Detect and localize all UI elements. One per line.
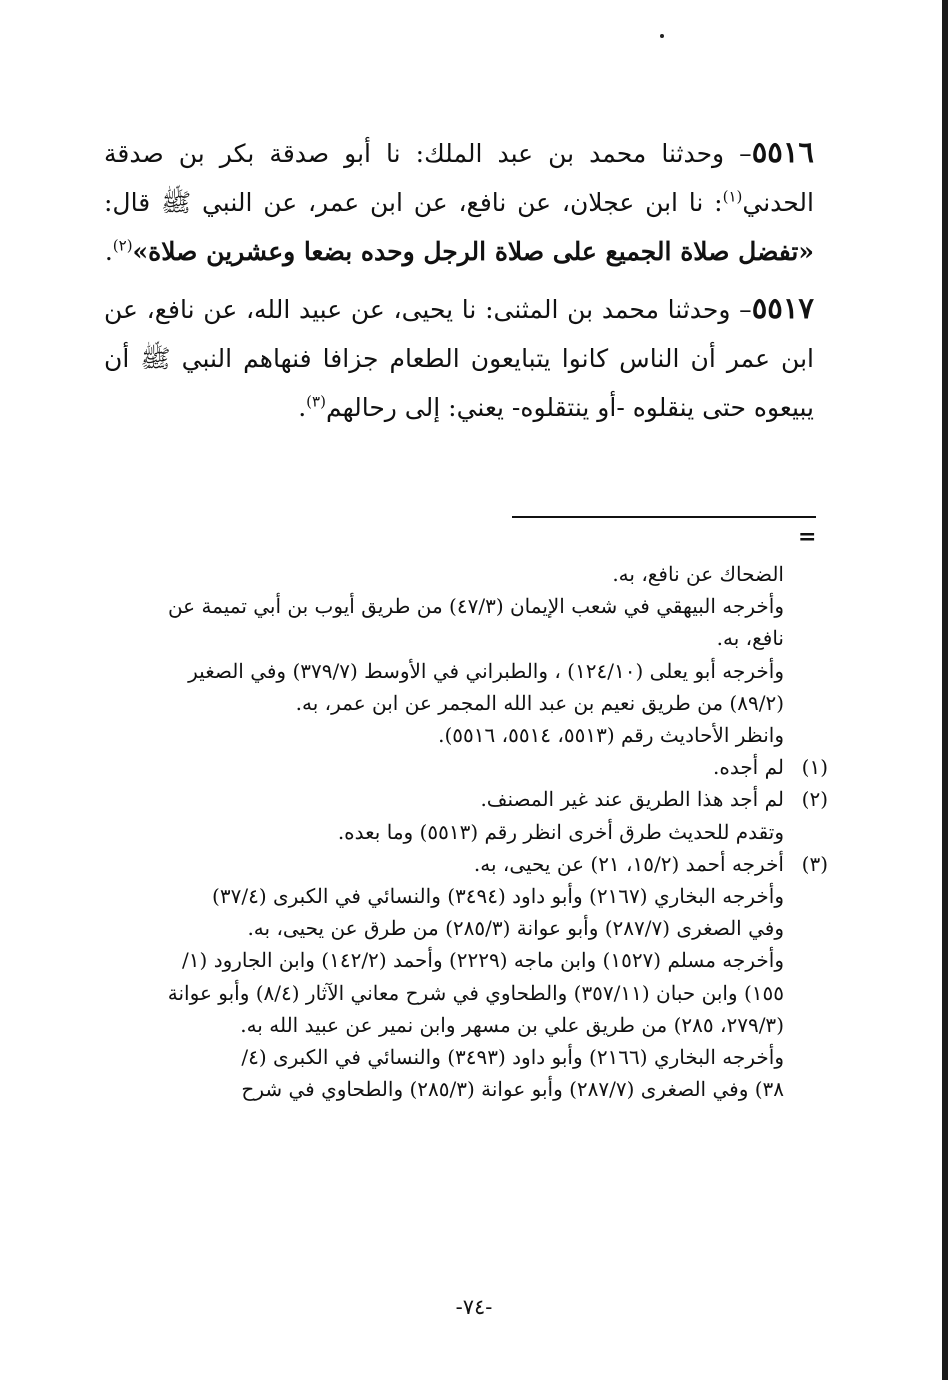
hadith-number: ٥٥١٧ xyxy=(751,291,814,325)
footnote-ref: (٢) xyxy=(112,236,133,255)
footnote-text: أخرجه أحمد (١٥/٢، ٢١) عن يحيى، به. xyxy=(473,851,784,876)
footnote-2 xyxy=(112,783,828,815)
page-edge xyxy=(942,0,948,1380)
footnote-number: (١) xyxy=(801,755,828,780)
footnote-ref: (١) xyxy=(722,187,743,206)
footnote-3 xyxy=(112,848,828,880)
footnote-ref: (٣) xyxy=(306,392,326,411)
footnote-line: وانظر الأحاديث رقم (٥٥١٣، ٥٥١٤، ٥٥١٦). xyxy=(438,723,784,748)
footnote-line: وأخرجه البيهقي في شعب الإيمان (٤٧/٣) من طريق أيوب بن أبي تميمة عن xyxy=(167,594,784,619)
hadith-matn: «تفضل صلاة الجميع على صلاة الرجل وحده بضعا وعشرين صلاة» xyxy=(132,237,814,266)
hadith-text xyxy=(104,128,814,432)
footnote-line: ١٥٥) وابن حبان (٣٥٧/١١) والطحاوي في شرح معاني الآثار (٨/٤) وأبو عوانة xyxy=(167,980,784,1005)
continuation-mark: = xyxy=(798,524,817,550)
footnote-line: ٣٨) وفي الصغرى (٢٨٧/٧) وأبو عوانة (٢٨٥/٣) والطحاوي في شرح xyxy=(241,1077,784,1102)
footnote-rule xyxy=(512,516,816,518)
footnote-number: (٢) xyxy=(801,787,828,812)
hadith-separator: – xyxy=(730,295,752,324)
footnote-line: وأخرجه البخاري (٢١٦٦) وأبو داود (٣٤٩٣) والنسائي في الكبرى (٤/ xyxy=(241,1045,784,1070)
footnote-line: وأخرجه أبو يعلى (١٢٤/١٠) ، والطبراني في الأوسط (٣٧٩/٧) وفي الصغير xyxy=(188,658,784,683)
footnote-line: الضحاك عن نافع، به. xyxy=(612,562,784,586)
footnote-line: وأخرجه مسلم (١٥٢٧) وابن ماجه (٢٢٢٩) وأحمد (١٤٢/٢) وابن الجارود (١/ xyxy=(182,948,784,973)
footnote-number: (٣) xyxy=(801,851,828,876)
hadith-5517 xyxy=(104,284,814,432)
footnote-text: لم أجد هذا الطريق عند غير المصنف. xyxy=(480,787,784,812)
hadith-isnad: وحدثنا محمد بن عبد الملك: نا أبو صدقة بكر بن صدقة الحدني xyxy=(104,139,814,217)
page-number: -٧٤- xyxy=(455,1295,493,1319)
hadith-5516 xyxy=(104,128,814,276)
footnote-line: وفي الصغرى (٢٨٧/٧) وأبو عوانة (٢٨٥/٣) من طرق عن يحيى، به. xyxy=(247,916,784,941)
footnotes xyxy=(112,558,828,1105)
hadith-number: ٥٥١٦ xyxy=(751,135,814,169)
footnote-line: وأخرجه البخاري (٢١٦٧) وأبو داود (٣٤٩٤) والنسائي في الكبرى (٣٧/٤) xyxy=(212,884,784,909)
hadith-separator: – xyxy=(724,139,752,168)
footnote-text: لم أجده. xyxy=(712,755,784,780)
hadith-end-mark: . xyxy=(104,237,113,266)
footnote-line: نافع، به. xyxy=(716,626,784,651)
hadith-isnad-continued: : نا ابن عجلان، عن نافع، عن ابن عمر، عن النبي ﷺ قال: xyxy=(104,188,723,217)
footnote-1 xyxy=(112,751,828,783)
hadith-body: وحدثنا محمد بن المثنى: نا يحيى، عن عبيد الله، عن نافع، عن ابن عمر أن الناس كانوا يتبايعون الطعام جزافا فنهاهم النبي ﷺ أن يبيعوه حتى ينقلوه -أو ينتقلوه- يعني: إلى رحالهم xyxy=(104,295,814,422)
footnote-line: (٢٧٩/٣، ٢٨٥) من طريق علي بن مسهر وابن نمير عن عبيد الله به. xyxy=(240,1012,784,1037)
footnote-line: وتقدم للحديث طرق أخرى انظر رقم (٥٥١٣) وما بعده. xyxy=(337,819,784,844)
scan-speck xyxy=(660,34,664,38)
footnote-line: (٨٩/٢) من طريق نعيم بن عبد الله المجمر عن ابن عمر، به. xyxy=(295,690,784,715)
hadith-end-mark: . xyxy=(298,393,307,422)
